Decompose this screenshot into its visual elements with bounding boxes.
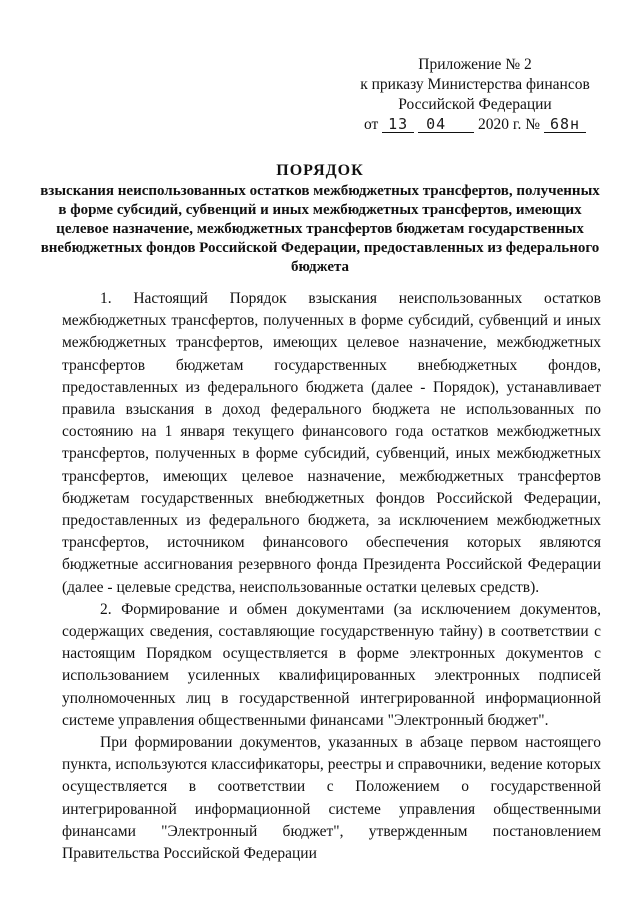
order-date-line [350,115,600,135]
handwritten-day: 13 [382,116,414,133]
date-prefix: от [363,116,379,133]
year-and-number-label: 2020 г. № [478,116,541,133]
ministry-country: Российской Федерации [398,96,552,113]
document-body [62,288,601,865]
paragraph-3: При формировании документов, указанных в абзаце первом настоящего пункта, используются классификаторы, реестры и справочники, ведение которых осуществляется в соответствии с Положением о государственной интегрированной информационной системе управления общественными финансами "Электронный бюджет", утвержденным постановлением Правительства Российской Федерации [62,734,601,863]
handwritten-month: 04 [418,116,474,133]
paragraph-2: 2. Формирование и обмен документами (за исключением документов, содержащих сведения, составляющие государственную тайну) в соответствии с настоящим Порядком осуществляется в форме электронных документов с использованием усиленных квалифицированных электронных подписей уполномоченных лиц в государственной интегрированной информационной системе управления общественными финансами "Электронный бюджет". [62,600,601,729]
title-main: ПОРЯДОК [276,162,364,179]
appendix-header [350,55,600,135]
order-reference: к приказу Министерства финансов [360,76,590,93]
document-title [40,160,600,277]
paragraph-1: 1. Настоящий Порядок взыскания неиспользованных остатков межбюджетных трансфертов, полученных в форме субсидий, субвенций и иных межбюджетных трансфертов, имеющих целевое назначение, межбюджетных трансфертов бюджетам государственных внебюджетных фондов, предоставленных из федерального бюджета (далее - Порядок), устанавливает правила взыскания в доход федерального бюджета не использованных по состоянию на 1 января текущего финансового года остатков межбюджетных трансфертов, полученных в форме субсидий, субвенций, иных межбюджетных трансфертов, имеющих целевое назначение, межбюджетных трансфертов бюджетам государственных внебюджетных фондов Российской Федерации, предоставленных из федерального бюджета, за исключением межбюджетных трансфертов, источником финансового обеспечения которых являются бюджетные ассигнования резервного фонда Президента Российской Федерации (далее - целевые средства, неиспользованные остатки целевых средств). [62,290,601,596]
title-subtitle: взыскания неиспользованных остатков межбюджетных трансфертов, полученных в форме субсидий, субвенций и иных межбюджетных трансфертов, имеющих целевое назначение, межбюджетных трансфертов бюджетам государственных внебюджетных фондов Российской Федерации, предоставленных из федерального бюджета [40,183,600,275]
handwritten-order-number: 68н [544,116,586,133]
appendix-number: Приложение № 2 [418,56,532,73]
